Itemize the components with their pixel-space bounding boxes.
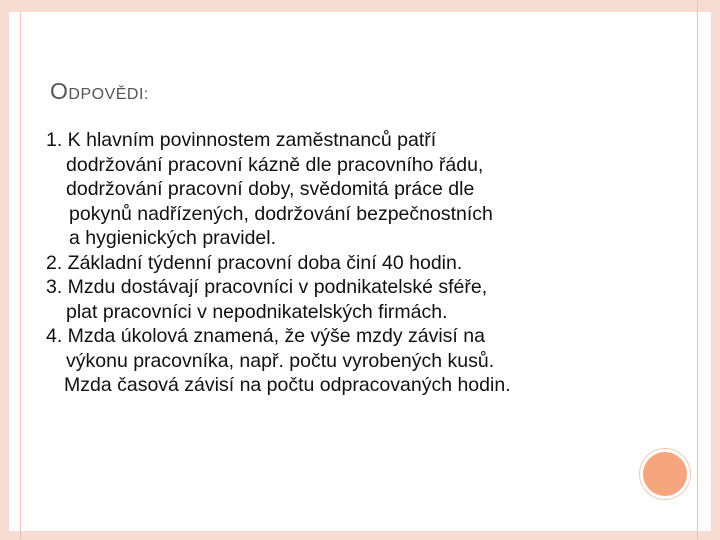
answer-line: dodržování pracovní kázně dle pracovního řádu,: [66, 153, 484, 176]
answer-list: [46, 128, 666, 398]
answer-item-3: [46, 275, 666, 324]
frame-line-left: [20, 12, 21, 540]
answer-line: výkonu pracovníka, např. počtu vyrobených kusů.: [66, 349, 495, 372]
title-rest: DPOVĚDI: [68, 86, 144, 103]
answer-item-1: [46, 128, 666, 251]
answer-line: pokynů nadřízených, dodržování bezpečnostních: [69, 202, 493, 225]
decorative-circle: [640, 449, 690, 499]
answer-line: 4. Mzda úkolová znamená, že výše mzdy závisí na: [46, 325, 485, 347]
slide-title: [50, 78, 149, 105]
title-colon: :: [143, 86, 149, 103]
title-initial: O: [50, 78, 69, 104]
answer-line: a hygienických pravidel.: [69, 227, 277, 249]
answer-item-2: [46, 251, 666, 276]
answer-line: Mzda časová závisí na počtu odpracovaných hodin.: [64, 374, 511, 396]
answer-item-4: [46, 324, 666, 398]
answer-line: dodržování pracovní doby, svědomitá práce dle: [66, 178, 475, 200]
answer-line: 1. K hlavním povinnostem zaměstnanců patří: [46, 129, 437, 151]
answer-line: 3. Mzdu dostávají pracovníci v podnikatelské sféře,: [46, 276, 488, 298]
frame-line-right: [697, 0, 698, 540]
answer-line: 2. Základní týdenní pracovní doba činí 40 hodin.: [46, 251, 463, 274]
answer-line: plat pracovníci v nepodnikatelských firmách.: [66, 300, 448, 323]
